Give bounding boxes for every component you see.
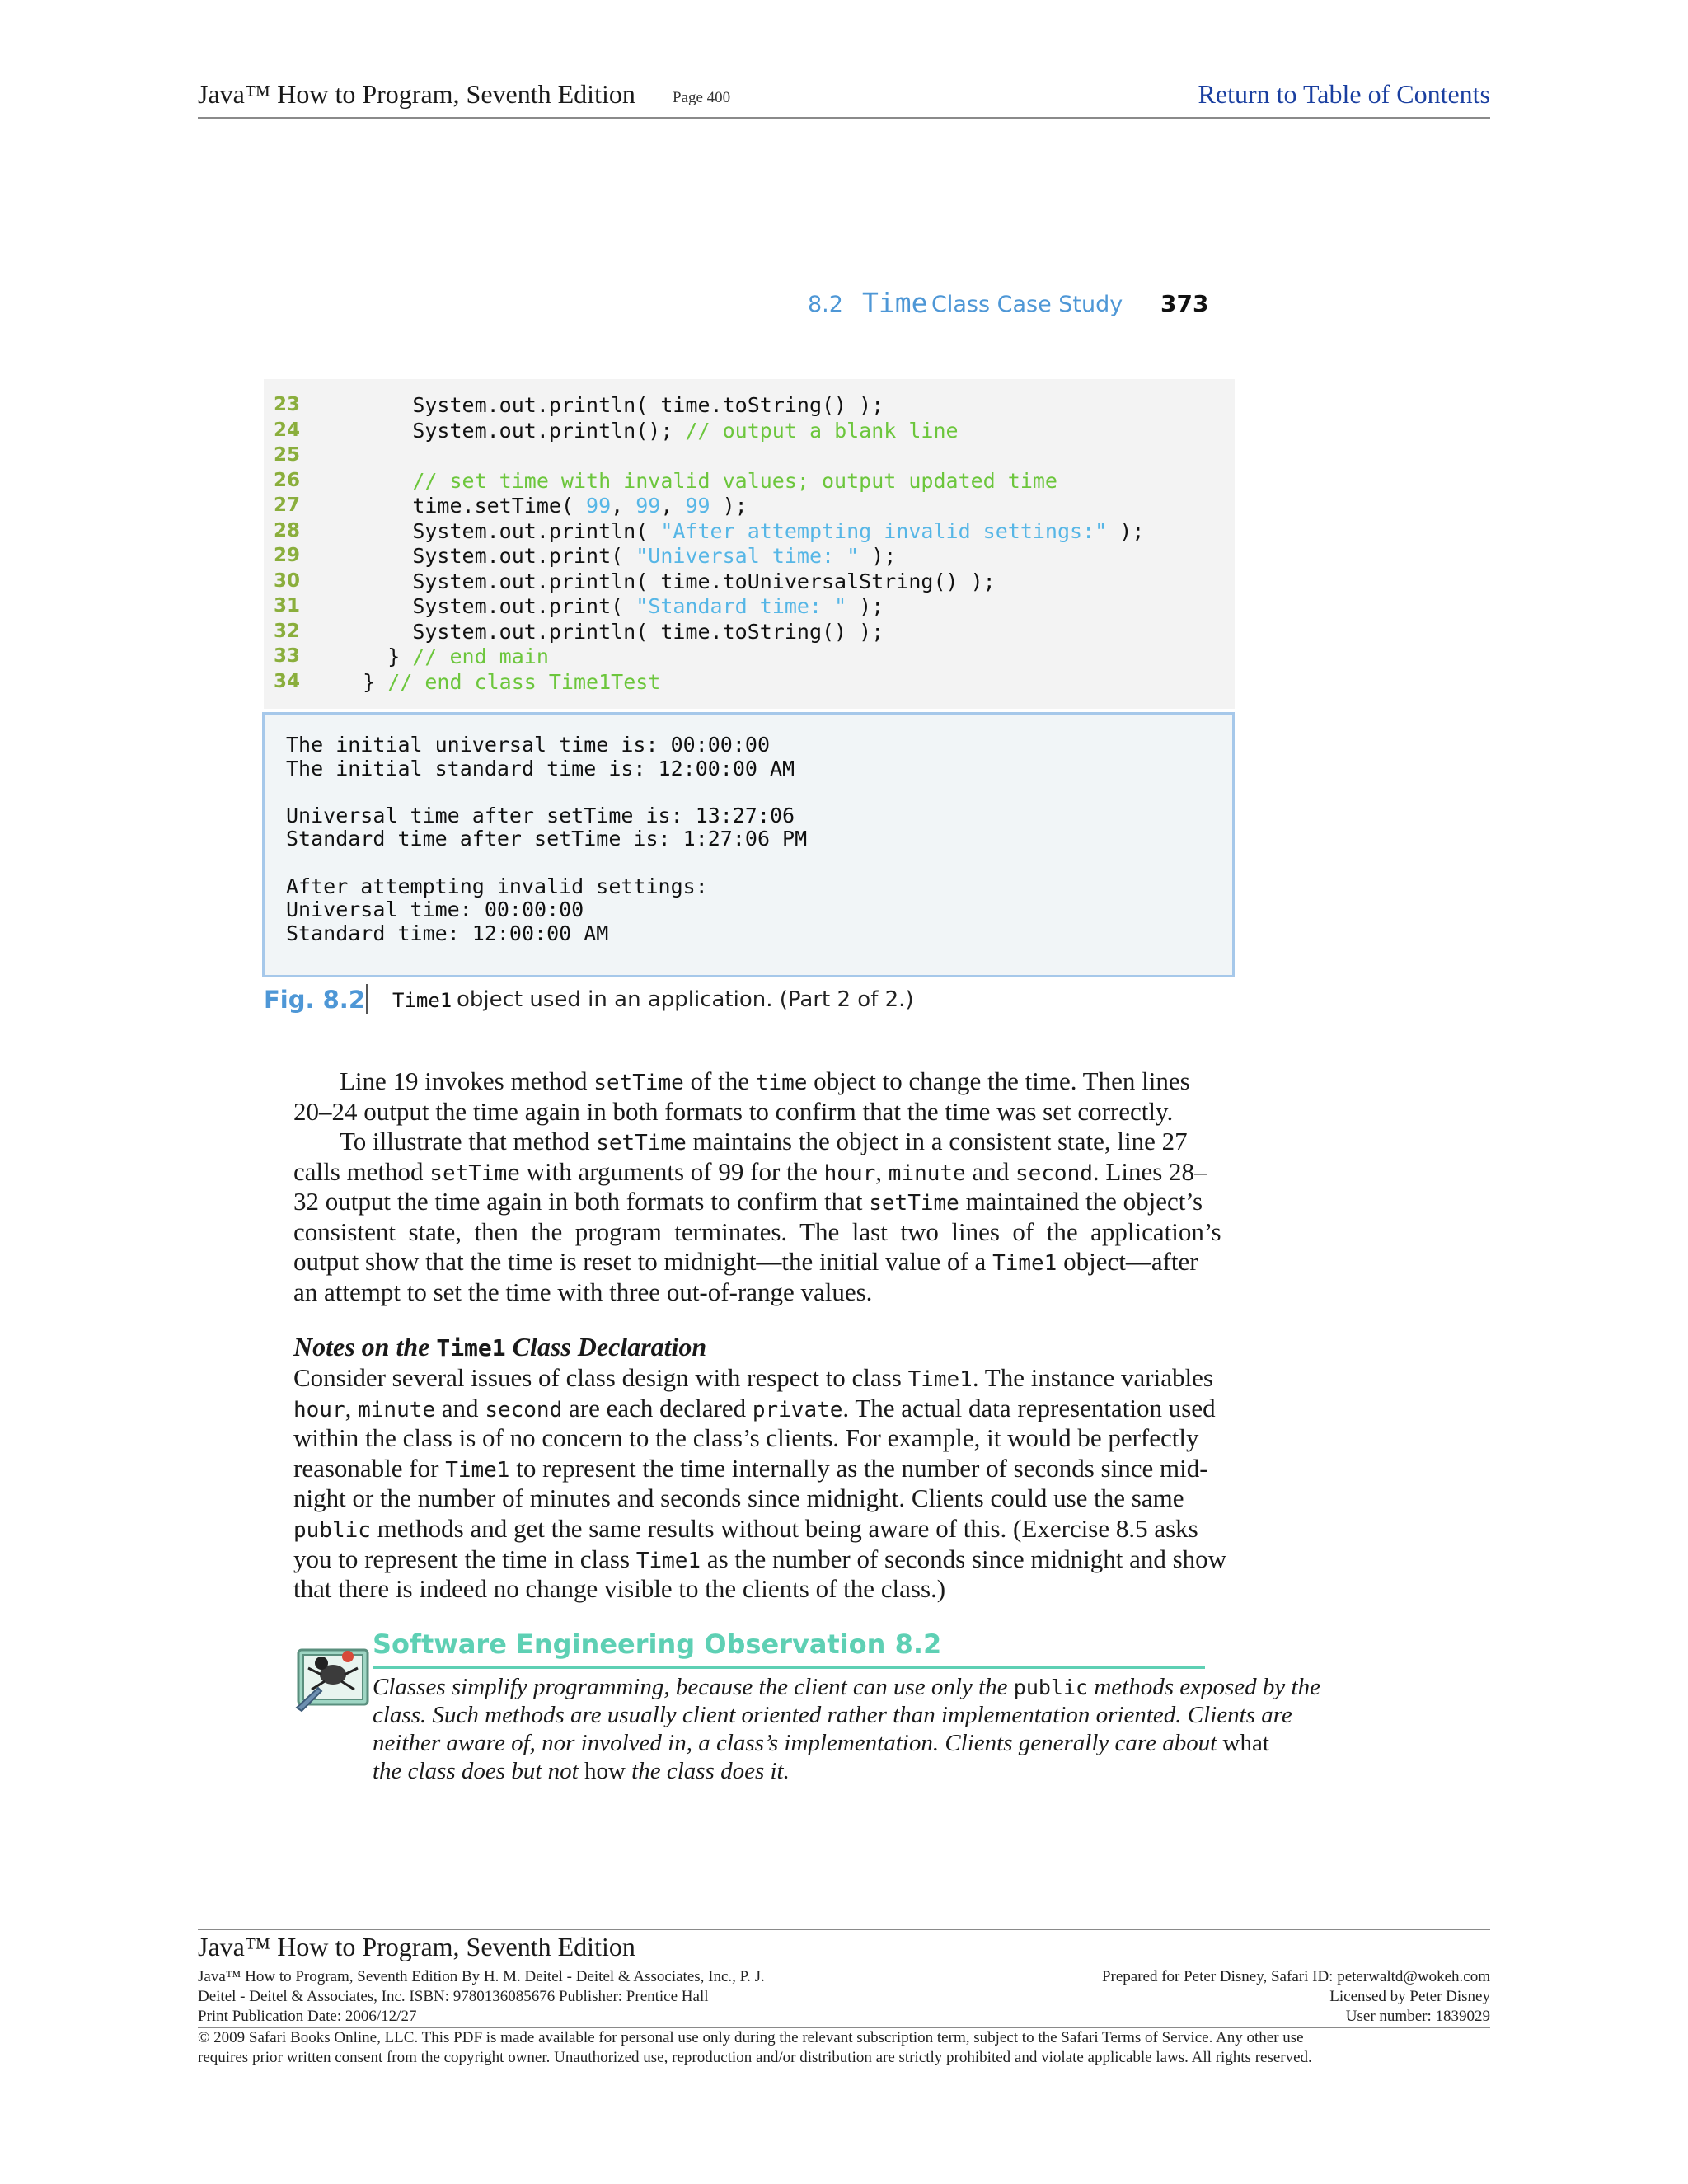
footer-user-number: User number: 1839029 bbox=[1345, 2008, 1490, 2025]
code-text: // set time with invalid values; output updated time bbox=[412, 468, 1057, 493]
paragraph-line: 32 output the time again in both formats to confirm that setTime maintained the object’s bbox=[293, 1187, 1203, 1216]
output-line: Standard time: 12:00:00 AM bbox=[286, 921, 609, 945]
figure-caption-text: object used in an application. (Part 2 of 2.) bbox=[457, 987, 914, 1012]
caption-separator bbox=[366, 984, 368, 1014]
line-number: 32 bbox=[274, 620, 301, 642]
footer-right-line-2: Licensed by Peter Disney bbox=[1329, 1988, 1490, 2005]
safari-header bbox=[198, 76, 1490, 119]
code-line bbox=[264, 669, 1235, 695]
line-number: 26 bbox=[274, 469, 301, 491]
output-line: The initial universal time is: 00:00:00 bbox=[286, 733, 770, 757]
header-page-label: Page 400 bbox=[673, 89, 731, 106]
paragraph-line: an attempt to set the time with three out-of-range values. bbox=[293, 1277, 873, 1306]
code-text: System.out.println(); // output a blank line bbox=[412, 418, 959, 443]
running-head bbox=[808, 287, 1209, 323]
code-line bbox=[264, 593, 1235, 619]
footer-left-line-2: Deitel - Deitel & Associates, Inc. ISBN: 9780136085676 Publisher: Prentice Hall bbox=[198, 1988, 709, 2005]
seo-line: Classes simplify programming, because the client can use only the public methods exposed by the bbox=[373, 1674, 1320, 1700]
paragraph-line: public methods and get the same results without being aware of this. (Exercise 8.5 asks bbox=[293, 1514, 1198, 1543]
line-number: 31 bbox=[274, 595, 301, 616]
notes-heading bbox=[293, 1332, 706, 1362]
section-title: Class Case Study bbox=[931, 292, 1123, 317]
seo-title: Software Engineering Observation 8.2 bbox=[373, 1629, 942, 1660]
code-line bbox=[264, 644, 1235, 669]
footer-copyright-line-1: © 2009 Safari Books Online, LLC. This PDF is made available for personal use only during the relevant subscription term, subject to the Safari Terms of Service. Any other use bbox=[198, 2029, 1304, 2046]
code-line bbox=[264, 518, 1235, 544]
line-number: 25 bbox=[274, 444, 301, 466]
paragraph-line: 20–24 output the time again in both formats to confirm that the time was set correctly. bbox=[293, 1096, 1174, 1126]
code-line bbox=[264, 543, 1235, 569]
seo-line: the class does but not how the class does it. bbox=[373, 1758, 790, 1784]
code-listing bbox=[264, 379, 1235, 709]
section-mono-word: Time bbox=[862, 287, 928, 319]
code-text: } // end main bbox=[387, 644, 549, 668]
code-text: } // end class Time1Test bbox=[363, 669, 661, 694]
code-line bbox=[264, 569, 1235, 594]
paragraph-line: output show that the time is reset to midnight—the initial value of a Time1 object—after bbox=[293, 1247, 1198, 1276]
code-line bbox=[264, 493, 1235, 518]
output-line: The initial standard time is: 12:00:00 AM bbox=[286, 756, 795, 780]
footer-publication-date: Print Publication Date: 2006/12/27 bbox=[198, 2008, 417, 2025]
footer-left-line-1: Java™ How to Program, Seventh Edition By H. M. Deitel - Deitel & Associates, Inc., P. J. bbox=[198, 1968, 765, 1985]
paragraph-line: hour, minute and second are each declared private. The actual data representation used bbox=[293, 1393, 1216, 1422]
notes-heading-mono: Time1 bbox=[436, 1334, 506, 1361]
code-line bbox=[264, 619, 1235, 644]
code-line bbox=[264, 468, 1235, 494]
paragraph-line: To illustrate that method setTime maintains the object in a consistent state, line 27 bbox=[340, 1127, 1188, 1155]
output-line: Standard time after setTime is: 1:27:06 PM bbox=[286, 827, 808, 851]
paragraph-line: consistent state, then the program terminates. The last two lines of the application’s bbox=[293, 1216, 1221, 1246]
notes-heading-after: Class Declaration bbox=[505, 1332, 707, 1361]
software-engineering-bug-icon bbox=[293, 1638, 373, 1713]
notes-heading-before: Notes on the bbox=[293, 1332, 437, 1361]
figure-label: Fig. 8.2 bbox=[264, 986, 365, 1014]
program-output-box bbox=[262, 712, 1235, 977]
code-text: System.out.println( time.toString() ); bbox=[412, 619, 884, 644]
footer-right-line-1: Prepared for Peter Disney, Safari ID: peterwaltd@wokeh.com bbox=[1101, 1968, 1490, 1985]
paragraph-line: that there is indeed no change visible to the clients of the class.) bbox=[293, 1574, 946, 1604]
footer-top-rule bbox=[198, 1929, 1490, 1930]
line-number: 29 bbox=[274, 545, 301, 566]
output-line: After attempting invalid settings: bbox=[286, 874, 708, 898]
output-line: Universal time after setTime is: 13:27:06 bbox=[286, 803, 795, 827]
line-number: 24 bbox=[274, 419, 301, 441]
line-number: 33 bbox=[274, 645, 301, 667]
paragraph-line: calls method setTime with arguments of 99 for the hour, minute and second. Lines 28– bbox=[293, 1156, 1207, 1186]
paragraph-line: Consider several issues of class design with respect to class Time1. The instance variables bbox=[293, 1363, 1213, 1392]
footer-copyright-line-2: requires prior written consent from the copyright owner. Unauthorized use, reproduction and/or distribution are strictly prohibited and violate applicable laws. All rights reserved. bbox=[198, 2049, 1312, 2066]
code-text: System.out.print( "Standard time: " ); bbox=[412, 594, 884, 618]
code-line bbox=[264, 418, 1235, 443]
return-to-toc-link[interactable]: Return to Table of Contents bbox=[1198, 79, 1490, 109]
code-text: time.setTime( 99, 99, 99 ); bbox=[412, 494, 748, 518]
seo-line: class. Such methods are usually client oriented rather than implementation oriented. Clients are bbox=[373, 1702, 1292, 1728]
code-text: System.out.println( time.toUniversalString() ); bbox=[412, 569, 996, 593]
seo-line: neither aware of, nor involved in, a class’s implementation. Clients generally care about what bbox=[373, 1730, 1269, 1756]
line-number: 23 bbox=[274, 394, 301, 415]
paragraph-line: night or the number of minutes and seconds since midnight. Clients could use the same bbox=[293, 1483, 1184, 1513]
paragraph-line: Line 19 invokes method setTime of the time object to change the time. Then lines bbox=[340, 1066, 1190, 1095]
line-number: 34 bbox=[274, 670, 301, 692]
header-book-title: Java™ How to Program, Seventh Edition bbox=[198, 79, 635, 109]
line-number: 27 bbox=[274, 494, 301, 516]
footer-bottom-rule bbox=[198, 2027, 1490, 2028]
seo-rule bbox=[373, 1666, 1205, 1669]
line-number: 28 bbox=[274, 519, 301, 541]
code-text: System.out.println( "After attempting invalid settings:" ); bbox=[412, 518, 1145, 543]
code-line bbox=[264, 392, 1235, 418]
figure-caption bbox=[264, 986, 1253, 1019]
output-line: Universal time: 00:00:00 bbox=[286, 898, 584, 922]
footer-book-title: Java™ How to Program, Seventh Edition bbox=[198, 1932, 635, 1961]
paragraph-line: reasonable for Time1 to represent the time internally as the number of seconds since mid- bbox=[293, 1453, 1208, 1483]
code-text: System.out.print( "Universal time: " ); bbox=[412, 544, 897, 568]
figure-mono-word: Time1 bbox=[392, 989, 452, 1012]
book-page-number: 373 bbox=[1160, 290, 1209, 317]
line-number: 30 bbox=[274, 569, 301, 592]
paragraph-line: within the class is of no concern to the class’s clients. For example, it would be perfectly bbox=[293, 1423, 1199, 1453]
paragraph-line: you to represent the time in class Time1 as the number of seconds since midnight and show bbox=[293, 1544, 1227, 1573]
code-text: System.out.println( time.toString() ); bbox=[412, 393, 884, 417]
section-number: 8.2 bbox=[808, 292, 843, 317]
code-line bbox=[264, 443, 1235, 468]
